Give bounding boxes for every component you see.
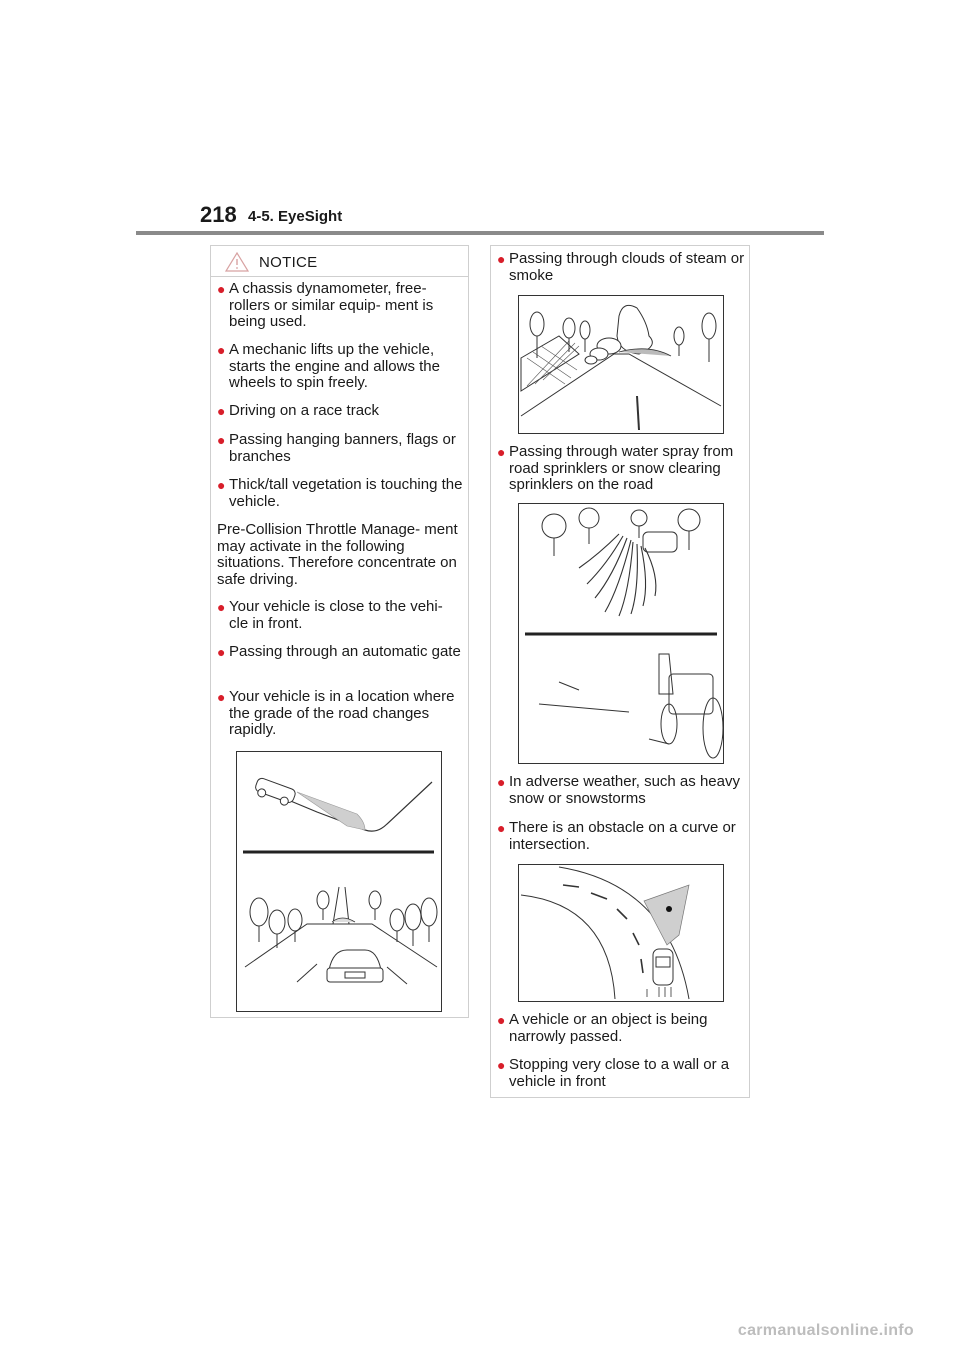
list-item-text: Your vehicle is in a location where the grade of the road changes rapidly. — [229, 688, 455, 738]
list-item-text: Passing hanging banners, flags or branches — [229, 431, 456, 465]
curve-obstacle-illustration — [518, 864, 724, 1002]
list-item-text: Passing through clouds of steam or smoke — [509, 250, 745, 284]
bullet-icon: ● — [497, 1012, 506, 1028]
list-item — [217, 477, 463, 510]
bullet-icon: ● — [217, 599, 226, 615]
list-item-text: A vehicle or an object is being narrowly passed. — [509, 1011, 708, 1045]
list-item — [497, 774, 745, 807]
list-item — [217, 403, 463, 420]
bullet-icon: ● — [217, 644, 226, 660]
list-item — [497, 251, 745, 284]
bullet-icon: ● — [217, 342, 226, 358]
paragraph: Pre-Collision Throttle Manage- ment may activate in the following situations. Therefore concentrate on safe driving. — [217, 521, 458, 588]
list-item-text: There is an obstacle on a curve or intersection. — [509, 819, 736, 853]
header-rule — [136, 231, 824, 235]
notice-header — [211, 246, 468, 277]
bullet-icon: ● — [497, 251, 506, 267]
notice-label: NOTICE — [259, 254, 318, 271]
warning-triangle-icon — [225, 252, 249, 272]
list-item-text: A mechanic lifts up the vehicle, starts the engine and allows the wheels to spin freely. — [229, 341, 440, 391]
list-item — [217, 599, 463, 632]
list-item-text: Passing through water spray from road sprinklers or snow clearing sprinklers on the road — [509, 443, 734, 493]
list-item — [217, 644, 463, 661]
list-item-text: A chassis dynamometer, free-rollers or similar equip- ment is being used. — [229, 280, 434, 330]
list-item-text: Driving on a race track — [229, 402, 380, 419]
bullet-icon: ● — [497, 444, 506, 460]
bullet-icon: ● — [497, 820, 506, 836]
bullet-icon: ● — [217, 281, 226, 297]
list-item — [217, 432, 463, 465]
section-title: 4-5. EyeSight — [248, 208, 343, 225]
list-item — [497, 444, 745, 494]
list-item — [217, 689, 463, 739]
list-item-text: In adverse weather, such as heavy snow or snowstorms — [509, 773, 740, 807]
bullet-icon: ● — [217, 477, 226, 493]
bullet-icon: ● — [217, 403, 226, 419]
list-item-text: Stopping very close to a wall or a vehicle in front — [509, 1056, 730, 1090]
notice-box — [210, 245, 469, 1018]
water-spray-illustration — [518, 503, 724, 764]
bullet-icon: ● — [217, 432, 226, 448]
bullet-icon: ● — [497, 1057, 506, 1073]
list-item — [217, 342, 463, 392]
steam-smoke-illustration — [518, 295, 724, 434]
list-item — [497, 820, 745, 853]
list-item — [497, 1012, 745, 1045]
list-item-text: Thick/tall vegetation is touching the vehicle. — [229, 476, 463, 510]
grade-change-illustration — [236, 751, 442, 1012]
list-item — [497, 1057, 745, 1090]
bullet-icon: ● — [497, 774, 506, 790]
list-item-text: Your vehicle is close to the vehi- cle in front. — [229, 598, 443, 632]
watermark: carmanualsonline.info — [737, 1322, 914, 1339]
right-column-box — [490, 245, 750, 1098]
list-item-text: Passing through an automatic gate — [229, 643, 461, 660]
page-number: 218 — [200, 202, 237, 227]
bullet-icon: ● — [217, 689, 226, 705]
list-item — [217, 281, 463, 331]
